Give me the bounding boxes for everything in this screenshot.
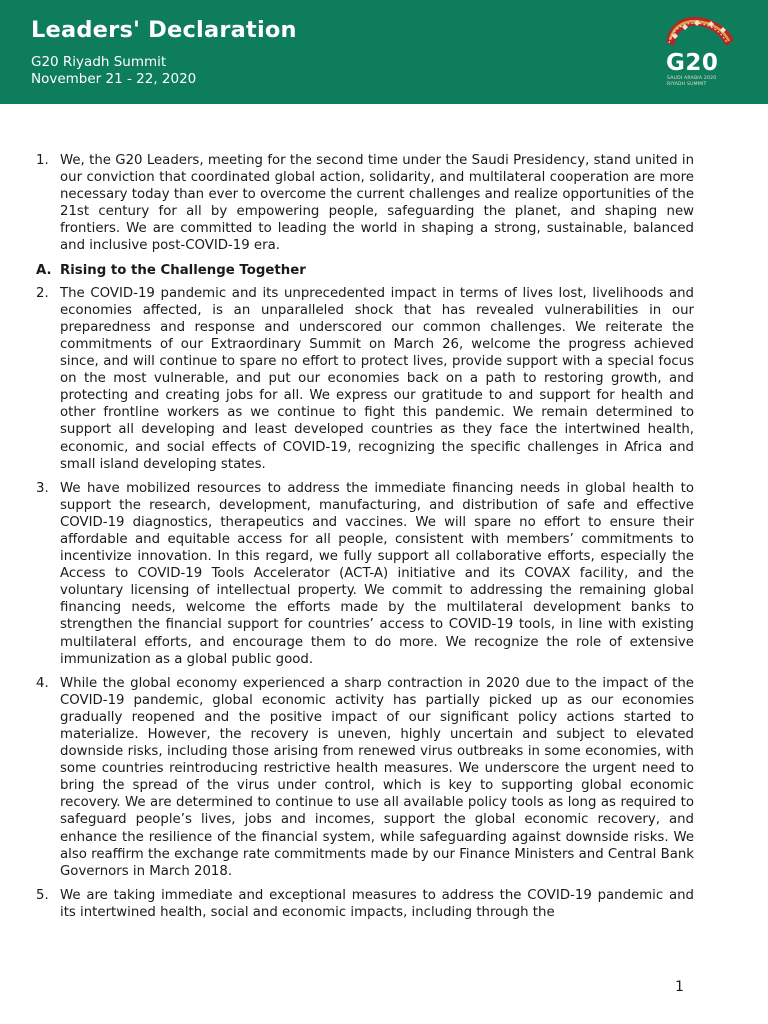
- summit-dates: November 21 - 22, 2020: [31, 71, 197, 87]
- g20-logo: [658, 12, 736, 92]
- paragraph-number: 4.: [36, 675, 49, 691]
- paragraph-text: We are taking immediate and exceptional measures to address the COVID-19 pandemic and its intertwined health, social and economic impacts, including through the: [60, 887, 694, 920]
- g20-logo-line2: RIYADH SUMMIT: [667, 82, 707, 87]
- document-header: [0, 0, 768, 104]
- paragraph-1: [36, 152, 694, 255]
- page-number: 1: [675, 979, 684, 995]
- document-title: Leaders' Declaration: [31, 17, 297, 43]
- paragraph-number: 2.: [36, 285, 49, 301]
- paragraph-number: 3.: [36, 480, 49, 496]
- paragraph-text: We, the G20 Leaders, meeting for the second time under the Saudi Presidency, stand united in our conviction that coordinated global action, solidarity, and multilateral cooperation are more necessary today than ever to overcome the current challenges and realize opportunities of the 21st century for all by empowering people, safeguarding the planet, and shaping new frontiers. We are committed to leading the world in shaping a strong, sustainable, balanced and inclusive post-COVID-19 era.: [60, 153, 694, 254]
- paragraph-4: [36, 675, 694, 880]
- section-letter: A.: [36, 262, 52, 278]
- section-heading-a: [36, 262, 694, 279]
- g20-logo-text: G20: [666, 50, 719, 76]
- g20-logo-line1: SAUDI ARABIA 2020: [667, 76, 717, 81]
- paragraph-number: 5.: [36, 887, 49, 903]
- paragraph-text: While the global economy experienced a sharp contraction in 2020 due to the impact of the COVID-19 pandemic, global economic activity has partially picked up as our economies gradually reopened and the positive impact of our significant policy actions started to materialize. However, the recovery is uneven, highly uncertain and subject to elevated downside risks, including those arising from renewed virus outbreaks in some economies, with some countries reintroducing restrictive health measures. We underscore the urgent need to bring the spread of the virus under control, which is key to supporting global economic recovery. We are determined to continue to use all available policy tools as long as required to safeguard people’s lives, jobs and incomes, support the global economic recovery, and enhance the resilience of the financial system, while safeguarding against downside risks. We also reaffirm the exchange rate commitments made by our Finance Ministers and Central Bank Governors in March 2018.: [60, 675, 694, 879]
- summit-name: G20 Riyadh Summit: [31, 54, 167, 70]
- paragraph-2: [36, 285, 694, 473]
- paragraph-number: 1.: [36, 153, 49, 168]
- paragraph-text: We have mobilized resources to address the immediate financing needs in global health to support the research, development, manufacturing, and distribution of safe and effective COVID-19 diagnostics, therapeutics and vaccines. We will spare no effort to ensure their affordable and equitable access for all people, consistent with members’ commitments to incentivize innovation. In this regard, we fully support all collaborative efforts, especially the Access to COVID-19 Tools Accelerator (ACT-A) initiative and its COVAX facility, and the voluntary licensing of intellectual property. We commit to addressing the remaining global financing needs, welcome the efforts made by the multilateral development banks to strengthen the financial support for countries’ access to COVID-19 tools, in line with existing multilateral efforts, and encourage them to do more. We recognize the role of extensive immunization as a global public good.: [60, 480, 694, 667]
- section-title: Rising to the Challenge Together: [60, 262, 306, 278]
- paragraph-text: The COVID-19 pandemic and its unprecedented impact in terms of lives lost, livelihoods and economies affected, is an unparalleled shock that has revealed vulnerabilities in our preparedness and response and underscored our common challenges. We reiterate the commitments of our Extraordinary Summit on March 26, welcome the progress achieved since, and will continue to spare no effort to protect lives, provide support with a special focus on the most vulnerable, and put our economies back on a path to restoring growth, and protecting and creating jobs for all. We express our gratitude to and support for health and other frontline workers as we continue to fight this pandemic. We remain determined to support all developing and least developed countries as they face the intertwined health, economic, and social effects of COVID-19, recognizing the specific challenges in Africa and small island developing states.: [60, 285, 694, 472]
- document-subtitle: [31, 54, 196, 88]
- paragraph-3: [36, 480, 694, 668]
- declaration-body: [36, 152, 694, 928]
- paragraph-5: [36, 887, 694, 921]
